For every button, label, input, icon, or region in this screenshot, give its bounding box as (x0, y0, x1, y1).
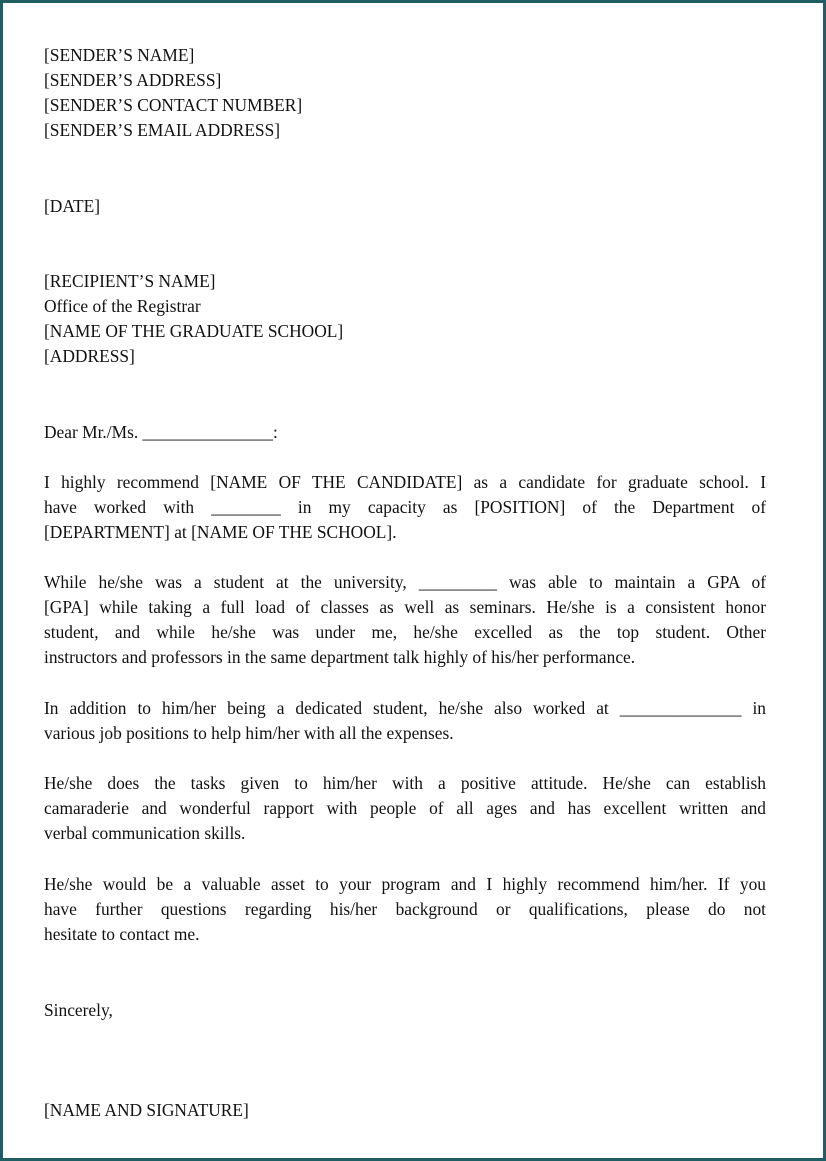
recipient-name: [RECIPIENT’S NAME] (44, 271, 216, 291)
body-paragraph-5 (44, 872, 766, 947)
paragraph-line: have worked with ________ in my capacity as [POSITION] of the Department of (44, 497, 766, 517)
paragraph-line: I highly recommend [NAME OF THE CANDIDATE] as a candidate for graduate school. I (44, 472, 766, 492)
paragraph-line: student, and while he/she was under me, he/she excelled as the top student. Other (44, 622, 766, 642)
recipient-school: [NAME OF THE GRADUATE SCHOOL] (44, 321, 344, 341)
recipient-address: [ADDRESS] (44, 346, 135, 366)
paragraph-line: hesitate to contact me. (44, 924, 200, 944)
paragraph-line: While he/she was a student at the university, _________ was able to maintain a GPA of (44, 572, 766, 592)
paragraph-line: He/she would be a valuable asset to your program and I highly recommend him/her. If you (44, 874, 766, 894)
paragraph-line: various job positions to help him/her with all the expenses. (44, 723, 454, 743)
sender-address: [SENDER’S ADDRESS] (44, 70, 222, 90)
salutation-block (44, 420, 766, 445)
date-block (44, 194, 766, 219)
letter-date: [DATE] (44, 196, 101, 216)
paragraph-line: camaraderie and wonderful rapport with people of all ages and has excellent written and (44, 798, 766, 818)
closing: Sincerely, (44, 1000, 113, 1020)
body-paragraph-1 (44, 470, 766, 545)
paragraph-line: [GPA] while taking a full load of classes as well as seminars. He/she is a consistent honor (44, 597, 766, 617)
signature: [NAME AND SIGNATURE] (44, 1100, 249, 1120)
paragraph-line: [DEPARTMENT] at [NAME OF THE SCHOOL]. (44, 522, 397, 542)
body-paragraph-4 (44, 771, 766, 846)
salutation: Dear Mr./Ms. _______________: (44, 422, 278, 442)
body-paragraph-3 (44, 696, 766, 746)
body-paragraph-2 (44, 570, 766, 670)
paragraph-line: In addition to him/her being a dedicated student, he/she also worked at ______________ in (44, 698, 766, 718)
sender-email: [SENDER’S EMAIL ADDRESS] (44, 120, 281, 140)
paragraph-line: instructors and professors in the same department talk highly of his/her performance. (44, 647, 636, 667)
closing-block (44, 998, 766, 1023)
recipient-office: Office of the Registrar (44, 296, 201, 316)
sender-name: [SENDER’S NAME] (44, 45, 195, 65)
signature-block (44, 1098, 766, 1123)
paragraph-line: verbal communication skills. (44, 823, 246, 843)
sender-contact: [SENDER’S CONTACT NUMBER] (44, 95, 303, 115)
paragraph-line: He/she does the tasks given to him/her with a positive attitude. He/she can establish (44, 773, 766, 793)
paragraph-line: have further questions regarding his/her background or qualifications, please do not (44, 899, 766, 919)
sender-block (44, 43, 766, 143)
recipient-block (44, 269, 766, 369)
